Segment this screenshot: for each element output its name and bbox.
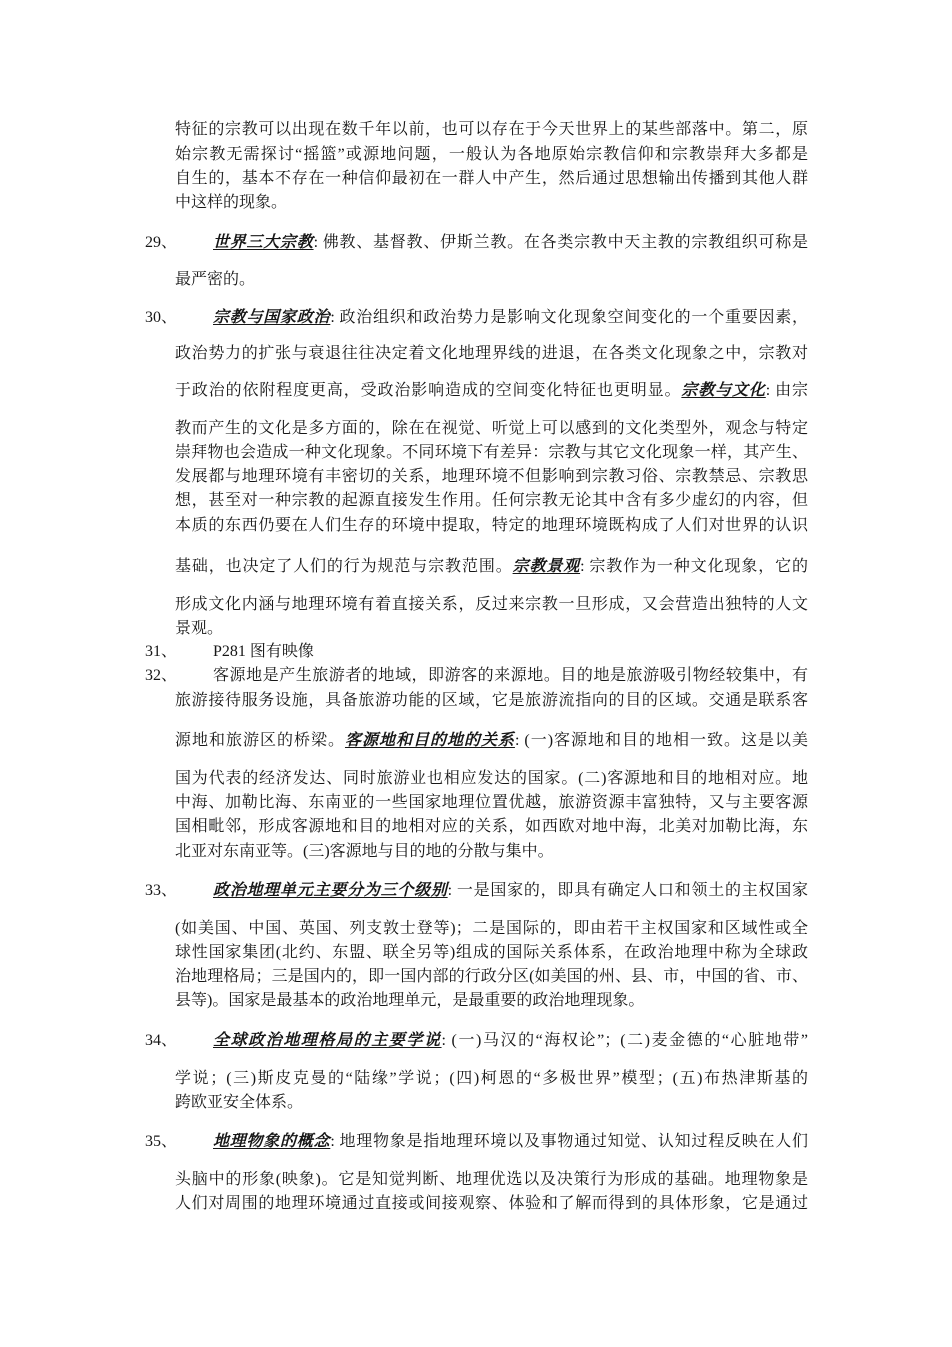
term-heading: 宗教与文化	[681, 382, 766, 399]
line-text: : 地理物象是指地理环境以及事物通过知觉、认知过程反映在人们	[330, 1133, 808, 1150]
text-line: 学说；(三)斯皮克曼的“陆缘”学说；(四)柯恩的“多极世界”模型；(五)布热津斯基的	[175, 1070, 808, 1087]
text-line: 最严密的。	[175, 271, 256, 288]
text-line: 特征的宗教可以出现在数千年以前，也可以存在于今天世界上的某些部落中。第二，原	[175, 121, 808, 138]
text-line: 客源地是产生旅游者的地域，即游客的来源地。目的地是旅游吸引物经较集中，有	[213, 667, 808, 684]
line-text: : 佛教、基督教、伊斯兰教。在各类宗教中天主教的宗教组织可称是	[313, 234, 808, 251]
text-line: 球性国家集团(北约、东盟、联全另等)组成的国际关系体系，在政治地理中称为全球政	[175, 944, 808, 961]
item-number: 29、	[145, 234, 178, 251]
line-text: 基础，也决定了人们的行为规范与宗教范围。	[175, 558, 513, 575]
text-line	[175, 729, 808, 753]
line-text: : 由宗	[765, 382, 808, 399]
text-line	[175, 379, 808, 403]
text-line: 旅游接待服务设施，具备旅游功能的区域，它是旅游流指向的目的区域。交通是联系客	[175, 692, 808, 709]
term-heading: 全球政治地理格局的主要学说	[213, 1032, 442, 1049]
line-text: : 宗教作为一种文化现象，它的	[580, 558, 808, 575]
text-line: 发展都与地理环境有丰密切的关系，地理环境不但影响到宗教习俗、宗教禁忌、宗教思	[175, 468, 808, 485]
item-number: 35、	[145, 1133, 178, 1150]
text-line: 景观。	[175, 620, 224, 637]
text-line: 头脑中的形象(映象)。它是知觉判断、地理优选以及决策行为形成的基础。地理物象是	[175, 1171, 808, 1188]
text-line: 想，甚至对一种宗教的起源直接发生作用。任何宗教无论其中含有多少虚幻的内容，但	[175, 492, 808, 509]
text-line: 崇拜物也会造成一种文化现象。不同环境下有差异：宗教与其它文化现象一样，其产生、	[175, 444, 808, 461]
text-line	[213, 1029, 808, 1053]
text-line	[213, 231, 808, 255]
term-heading: 宗教景观	[512, 558, 581, 575]
text-line	[213, 1130, 808, 1154]
text-line: 中这样的现象。	[175, 194, 288, 211]
item-number: 31、	[145, 643, 178, 660]
text-line: 跨欧亚安全体系。	[175, 1094, 304, 1111]
text-line: (如美国、中国、英国、列支敦士登等)；二是国际的，即由若干主权国家和区域性或全	[175, 920, 808, 937]
text-line: 县等)。国家是最基本的政治地理单元，是最重要的政治地理现象。	[175, 992, 645, 1009]
text-line: 始宗教无需探讨“摇篮”或源地问题，一般认为各地原始宗教信仰和宗教崇拜大多都是	[175, 146, 808, 163]
term-heading: 世界三大宗教	[213, 234, 314, 251]
text-line: 国相毗邻，形成客源地和目的地相对应的关系，如西欧对地中海，北美对加勒比海，东	[175, 818, 808, 835]
text-line: 国为代表的经济发达、同时旅游业也相应发达的国家。(二)客源地和目的地相对应。地	[175, 770, 808, 787]
text-line: 本质的东西仍要在人们生存的环境中提取，特定的地理环境既构成了人们对世界的认识	[175, 517, 808, 534]
text-line: 自生的，基本不存在一种信仰最初在一群人中产生，然后通过思想输出传播到其他人群	[175, 170, 808, 187]
term-heading: 政治地理单元主要分为三个级别	[213, 882, 448, 899]
item-number: 32、	[145, 667, 178, 684]
text-line: 人们对周围的地理环境通过直接或间接观察、体验和了解而得到的具体形象，它是通过	[175, 1195, 808, 1212]
text-line: 教而产生的文化是多方面的，除在在视觉、听觉上可以感到的文化类型外，观念与特定	[175, 420, 808, 437]
text-line	[213, 879, 808, 903]
text-line: 中海、加勒比海、东南亚的一些国家地理位置优越，旅游资源丰富独特，又与主要客源	[175, 794, 808, 811]
line-text: : 一是国家的，即具有确定人口和领土的主权国家	[447, 882, 808, 899]
line-text: 源地和旅游区的桥梁。	[175, 732, 345, 749]
text-line: 治地理格局；三是国内的，即一国内部的行政分区(如美国的州、县、市，中国的省、市、	[175, 968, 808, 985]
item-number: 30、	[145, 309, 178, 326]
item-number: 33、	[145, 882, 178, 899]
text-line: 形成文化内涵与地理环境有着直接关系，反过来宗教一旦形成，又会营造出独特的人文	[175, 596, 808, 613]
text-line	[213, 306, 808, 330]
text-line	[175, 555, 808, 579]
text-line: P281 图有映像	[213, 643, 314, 660]
term-heading: 客源地和目的地的关系	[344, 732, 515, 749]
item-number: 34、	[145, 1032, 178, 1049]
line-text: : (一)马汉的“海权论”；(二)麦金德的“心脏地带”	[441, 1032, 808, 1049]
line-text: : (一)客源地和目的地相一致。这是以美	[514, 732, 808, 749]
line-text: : 政治组织和政治势力是影响文化现象空间变化的一个重要因素，	[330, 309, 808, 326]
line-text: 于政治的依附程度更高，受政治影响造成的空间变化特征也更明显。	[175, 382, 682, 399]
text-line: 北亚对东南亚等。(三)客源地与目的地的分散与集中。	[175, 843, 554, 860]
term-heading: 地理物象的概念	[213, 1133, 331, 1150]
text-line: 政治势力的扩张与衰退往往决定着文化地理界线的进退，在各类文化现象之中，宗教对	[175, 345, 808, 362]
term-heading: 宗教与国家政治	[213, 309, 331, 326]
